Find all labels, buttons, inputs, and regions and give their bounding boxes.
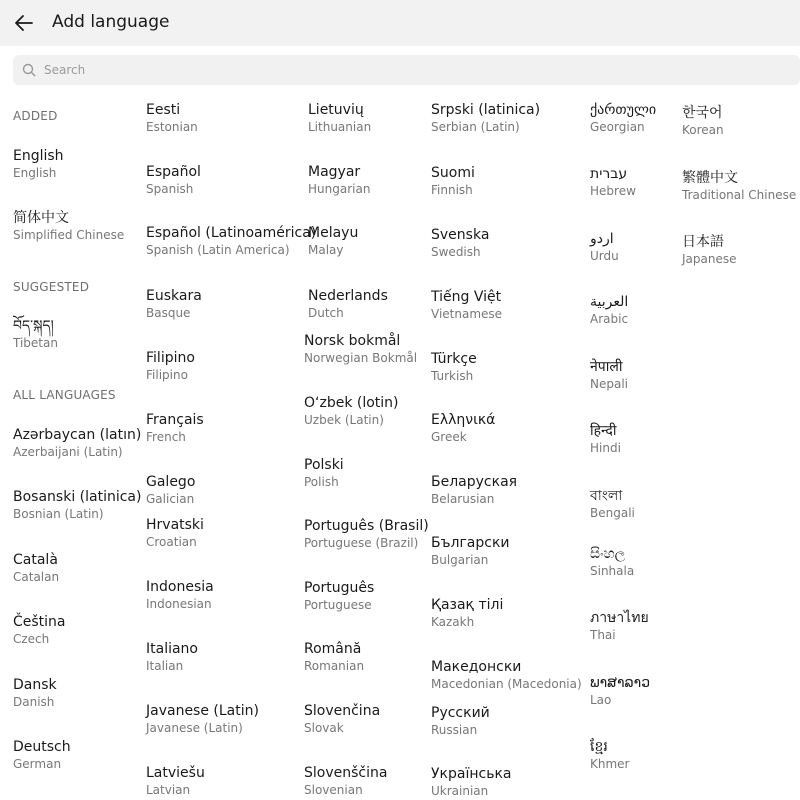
language-native-name: English — [13, 148, 64, 164]
language-english-name: Czech — [13, 632, 50, 646]
language-native-name: Latviešu — [146, 765, 205, 781]
language-english-name: Macedonian (Macedonia) — [431, 677, 582, 691]
language-english-name: Serbian (Latin) — [431, 120, 520, 134]
language-native-name: اردو — [590, 231, 614, 247]
language-item[interactable] — [590, 101, 656, 135]
language-item[interactable] — [146, 578, 214, 612]
search-input[interactable] — [43, 61, 744, 79]
language-item[interactable] — [590, 545, 634, 579]
language-english-name: French — [146, 430, 186, 444]
language-item[interactable] — [146, 411, 204, 445]
language-item[interactable] — [308, 163, 370, 197]
arrow-left-icon[interactable] — [12, 11, 36, 35]
language-native-name: Nederlands — [308, 288, 388, 304]
language-native-name: ខ្មែរ — [590, 739, 608, 755]
language-item[interactable] — [304, 517, 429, 551]
language-item[interactable] — [308, 224, 358, 258]
language-native-name: Slovenščina — [304, 765, 388, 781]
language-item[interactable] — [146, 163, 201, 197]
language-item[interactable] — [431, 411, 495, 445]
language-english-name: Indonesian — [146, 597, 212, 611]
language-item[interactable] — [304, 640, 364, 674]
language-english-name: Spanish — [146, 182, 194, 196]
language-english-name: German — [13, 757, 62, 771]
language-native-name: 日本語 — [682, 234, 724, 250]
language-native-name: සිංහල — [590, 546, 626, 562]
language-english-name: Bengali — [590, 506, 635, 520]
language-item[interactable] — [431, 101, 540, 135]
language-native-name: Bosanski (latinica) — [13, 489, 142, 505]
language-english-name: Turkish — [431, 369, 474, 383]
language-english-name: Danish — [13, 695, 55, 709]
language-english-name: Catalan — [13, 570, 60, 584]
language-item[interactable] — [13, 738, 71, 772]
language-english-name: Hebrew — [590, 184, 636, 198]
language-item[interactable] — [146, 224, 316, 258]
language-item[interactable] — [13, 317, 58, 351]
language-item[interactable] — [431, 350, 477, 384]
language-native-name: Polski — [304, 457, 344, 473]
language-native-name: Filipino — [146, 350, 195, 366]
language-english-name: Azerbaijani (Latin) — [13, 445, 123, 459]
language-item[interactable] — [13, 426, 141, 460]
language-english-name: Nepali — [590, 377, 628, 391]
language-native-name: Indonesia — [146, 579, 214, 595]
language-native-name: Français — [146, 412, 204, 428]
language-item[interactable] — [146, 516, 204, 550]
language-native-name: Español — [146, 164, 201, 180]
language-item[interactable] — [590, 738, 629, 772]
language-item[interactable] — [590, 422, 621, 456]
language-native-name: Magyar — [308, 164, 361, 180]
language-english-name: Vietnamese — [431, 307, 503, 321]
language-native-name: Română — [304, 641, 362, 657]
language-item[interactable] — [431, 226, 489, 260]
language-native-name: 한국어 — [682, 105, 723, 121]
language-native-name: Euskara — [146, 288, 202, 304]
language-item[interactable] — [146, 349, 195, 383]
language-native-name: Ελληνικά — [431, 412, 496, 428]
language-item[interactable] — [146, 101, 198, 135]
language-native-name: Azərbaycan (latın) — [13, 427, 142, 443]
language-english-name: Estonian — [146, 120, 198, 134]
language-item[interactable] — [308, 101, 371, 135]
language-item[interactable] — [304, 394, 399, 428]
language-english-name: Simplified Chinese — [13, 228, 125, 242]
language-native-name: Oʻzbek (lotin) — [304, 395, 399, 411]
language-item[interactable] — [304, 579, 374, 613]
language-english-name: Kazakh — [431, 615, 475, 629]
language-native-name: Беларуская — [431, 474, 518, 490]
language-english-name: Spanish (Latin America) — [146, 243, 290, 257]
language-native-name: বাংলা — [590, 488, 623, 504]
section-suggested: SUGGESTED — [13, 280, 90, 294]
language-item[interactable] — [431, 288, 502, 322]
language-native-name: Български — [431, 535, 510, 551]
language-item[interactable] — [590, 487, 635, 521]
language-native-name: Македонски — [431, 659, 522, 675]
language-english-name: Bulgarian — [431, 553, 489, 567]
language-item[interactable] — [431, 596, 503, 630]
language-english-name: Greek — [431, 430, 467, 444]
language-english-name: Ukrainian — [431, 784, 489, 798]
language-english-name: Norwegian Bokmål — [304, 351, 418, 365]
language-native-name: Português (Brasil) — [304, 518, 429, 534]
language-native-name: Español (Latinoamérica) — [146, 225, 317, 241]
language-item[interactable] — [13, 488, 141, 522]
language-native-name: Italiano — [146, 641, 198, 657]
language-item[interactable] — [682, 169, 796, 203]
language-native-name: བོད་སྐད། — [13, 318, 54, 334]
language-item[interactable] — [590, 609, 649, 643]
language-native-name: Қазақ тілі — [431, 597, 504, 613]
language-native-name: Hrvatski — [146, 517, 204, 533]
language-native-name: Čeština — [13, 614, 66, 630]
language-native-name: Slovenčina — [304, 703, 381, 719]
language-english-name: Croatian — [146, 535, 197, 549]
language-item[interactable] — [308, 287, 388, 321]
language-native-name: Русский — [431, 705, 490, 721]
language-native-name: Norsk bokmål — [304, 333, 401, 349]
language-english-name: Portuguese — [304, 598, 372, 612]
language-english-name: Sinhala — [590, 564, 635, 578]
language-english-name: Lithuanian — [308, 120, 372, 134]
language-native-name: Eesti — [146, 102, 181, 118]
language-english-name: Russian — [431, 723, 478, 737]
language-item[interactable] — [304, 702, 380, 736]
language-native-name: Javanese (Latin) — [146, 703, 259, 719]
language-item[interactable] — [146, 473, 195, 507]
language-item[interactable] — [13, 676, 57, 710]
language-native-name: नेपाली — [590, 359, 623, 375]
language-english-name: Romanian — [304, 659, 365, 673]
language-item[interactable] — [590, 165, 636, 199]
language-native-name: Deutsch — [13, 739, 71, 755]
language-item[interactable] — [590, 358, 628, 392]
language-item[interactable] — [304, 332, 417, 366]
search-icon — [22, 63, 36, 77]
language-native-name: Suomi — [431, 165, 475, 181]
language-english-name: Khmer — [590, 757, 630, 771]
language-item[interactable] — [146, 702, 259, 736]
language-item[interactable] — [13, 147, 64, 181]
page-title: Add language — [52, 12, 170, 32]
language-native-name: 简体中文 — [13, 210, 69, 226]
language-item[interactable] — [146, 764, 205, 798]
language-english-name: Italian — [146, 659, 184, 673]
language-english-name: Dutch — [308, 306, 344, 320]
language-native-name: Svenska — [431, 227, 490, 243]
language-english-name: Hungarian — [308, 182, 371, 196]
language-native-name: Türkçe — [431, 351, 477, 367]
language-item[interactable] — [431, 658, 582, 692]
language-english-name: Lao — [590, 693, 612, 707]
language-native-name: ພາສາລາວ — [590, 675, 651, 691]
language-item[interactable] — [304, 764, 387, 798]
language-item[interactable] — [682, 233, 737, 267]
language-native-name: Català — [13, 552, 58, 568]
language-native-name: Português — [304, 580, 375, 596]
language-english-name: Basque — [146, 306, 191, 320]
language-item[interactable] — [590, 230, 619, 264]
language-item[interactable] — [146, 640, 198, 674]
language-english-name: Georgian — [590, 120, 645, 134]
language-english-name: Traditional Chinese — [682, 188, 797, 202]
language-english-name: Polish — [304, 475, 339, 489]
language-english-name: Belarusian — [431, 492, 495, 506]
language-item[interactable] — [13, 209, 124, 243]
language-english-name: Swedish — [431, 245, 481, 259]
language-native-name: हिन्दी — [590, 423, 617, 439]
language-english-name: Javanese (Latin) — [146, 721, 243, 735]
language-english-name: Filipino — [146, 368, 188, 382]
language-english-name: Japanese — [682, 252, 737, 266]
app-bar — [0, 0, 800, 46]
language-english-name: Uzbek (Latin) — [304, 413, 384, 427]
section-added: ADDED — [13, 109, 58, 123]
language-native-name: עברית — [590, 166, 628, 182]
language-native-name: Srpski (latinica) — [431, 102, 541, 118]
language-english-name: Finnish — [431, 183, 473, 197]
language-item[interactable] — [682, 104, 724, 138]
language-english-name: Bosnian (Latin) — [13, 507, 104, 521]
language-native-name: العربية — [590, 294, 629, 310]
search-bar[interactable] — [13, 55, 800, 85]
language-native-name: ภาษาไทย — [590, 610, 649, 626]
language-english-name: Korean — [682, 123, 724, 137]
language-native-name: Melayu — [308, 225, 359, 241]
language-english-name: Slovak — [304, 721, 344, 735]
language-item[interactable] — [146, 287, 202, 321]
language-item[interactable] — [431, 765, 511, 799]
language-english-name: Latvian — [146, 783, 191, 797]
language-native-name: Galego — [146, 474, 196, 490]
language-english-name: Thai — [590, 628, 616, 642]
language-native-name: Lietuvių — [308, 102, 364, 118]
language-native-name: ქართული — [590, 102, 657, 118]
language-english-name: English — [13, 166, 57, 180]
language-item[interactable] — [13, 551, 59, 585]
language-english-name: Portuguese (Brazil) — [304, 536, 419, 550]
language-item[interactable] — [431, 164, 475, 198]
language-item[interactable] — [431, 704, 490, 738]
language-english-name: Arabic — [590, 312, 629, 326]
language-native-name: Tiếng Việt — [431, 289, 502, 305]
language-english-name: Galician — [146, 492, 195, 506]
language-english-name: Tibetan — [13, 336, 58, 350]
language-item[interactable] — [13, 613, 66, 647]
language-item[interactable] — [431, 473, 517, 507]
language-item[interactable] — [304, 456, 344, 490]
language-english-name: Malay — [308, 243, 344, 257]
language-native-name: Dansk — [13, 677, 57, 693]
language-item[interactable] — [590, 674, 650, 708]
language-item[interactable] — [590, 293, 628, 327]
language-native-name: Українська — [431, 766, 512, 782]
language-item[interactable] — [431, 534, 510, 568]
language-english-name: Hindi — [590, 441, 621, 455]
language-english-name: Slovenian — [304, 783, 363, 797]
language-english-name: Urdu — [590, 249, 619, 263]
language-native-name: 繁體中文 — [682, 170, 738, 186]
section-all-languages: ALL LANGUAGES — [13, 388, 116, 402]
